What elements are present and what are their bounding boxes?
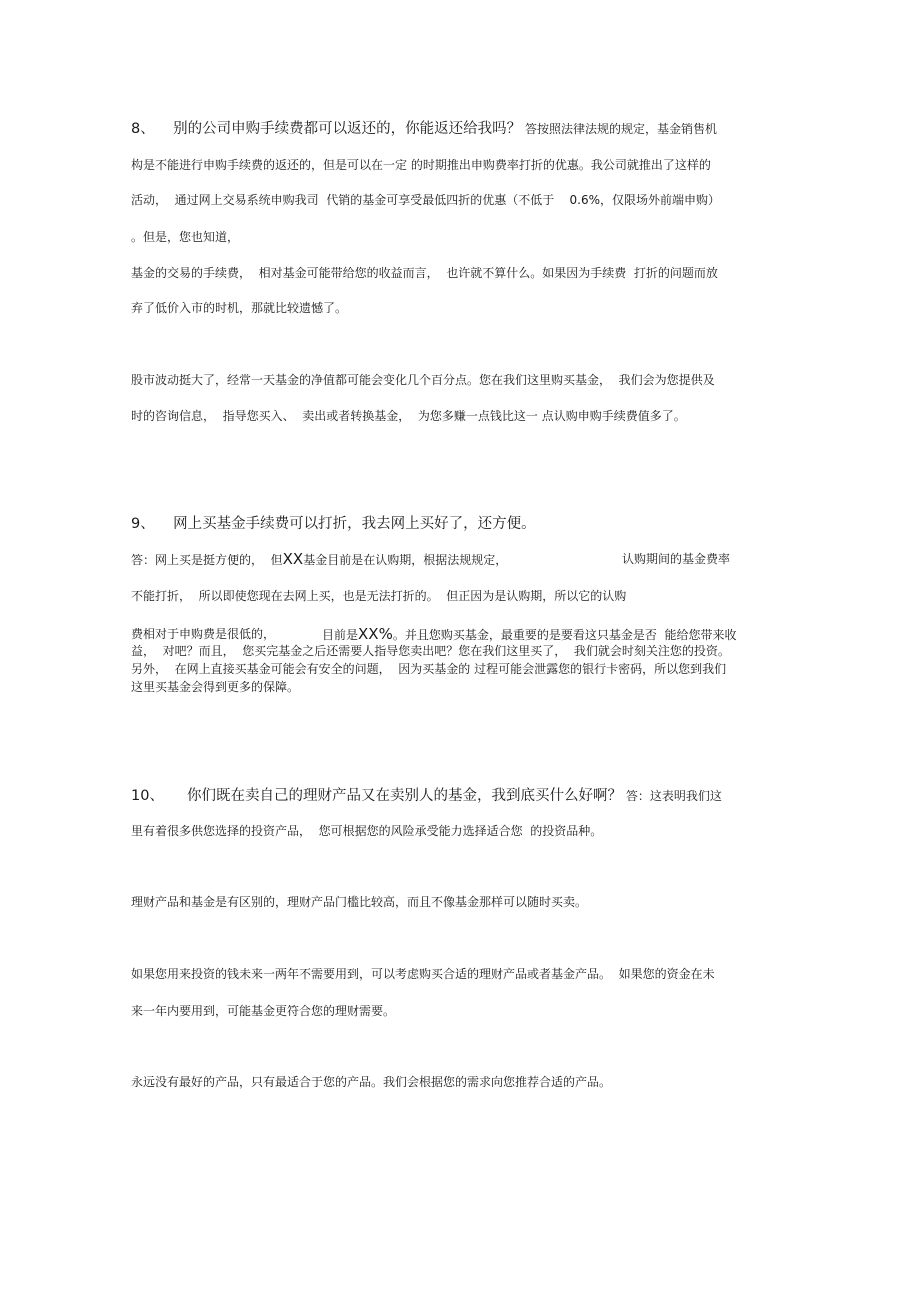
q9-line-2: 不能打折， 所以即使您现在去网上买，也是无法打折的。 但正因为是认购期，所以它的认购 bbox=[131, 589, 627, 603]
q10-line-6: 永远没有最好的产品，只有最适合于您的产品。我们会根据您的需求向您推荐合适的产品。 bbox=[131, 1075, 612, 1089]
q10-line-5: 来一年内要用到，可能基金更符合您的理财需要。 bbox=[131, 1004, 396, 1018]
q9-l3c: XX% bbox=[358, 625, 393, 643]
q9-question: 9、 网上买基金手续费可以打折，我去网上买好了，还方便。 bbox=[131, 516, 536, 532]
q9-line-3-end bbox=[322, 626, 736, 643]
q9-l3d: 。并且您购买基金，最重要的是要看这只基金是否 能给您带来收 bbox=[392, 628, 737, 642]
q9-line-3 bbox=[131, 626, 275, 642]
q9-line-5: 另外， 在网上直接买基金可能会有安全的问题， 因为买基金的 过程可能会泄露您的银行卡密码，所以您到我们 bbox=[131, 662, 727, 676]
q8-line-4: 。但是，您也知道， bbox=[131, 230, 240, 244]
q10-line-3: 理财产品和基金是有区别的，理财产品门槛比较高，而且不像基金那样可以随时买卖。 bbox=[131, 895, 588, 909]
q9-l1c: 基金目前是在认购期，根据法规规定， bbox=[303, 553, 508, 567]
q9-l3b: 目前是 bbox=[322, 628, 359, 642]
q10-line-2: 里有着很多供您选择的投资产品， 您可根据您的风险承受能力选择适合您 的投资品种。 bbox=[131, 824, 603, 838]
q8-line-7: 股市波动挺大了，经常一天基金的净值都可能会变化几个百分点。您在我们这里购买基金， 我们会为您提供及 bbox=[131, 373, 715, 387]
q8-line-1 bbox=[131, 119, 717, 139]
q8-line-2: 构是不能进行申购手续费的返还的，但是可以在一定 的时期推出申购费率打折的优惠。我公司就推出了这样的 bbox=[131, 158, 711, 172]
q8-line-5: 基金的交易的手续费， 相对基金可能带给您的收益而言， 也许就不算什么。如果因为手续费 打折的问题而放 bbox=[131, 266, 718, 280]
q9-line-4: 益， 对吧？而且， 您买完基金之后还需要人指导您卖出吧？您在我们这里买了， 我们就会时刻关注您的投资。 bbox=[131, 644, 730, 658]
q10-line-4: 如果您用来投资的钱未来一两年不需要用到，可以考虑购买合适的理财产品或者基金产品。 如果您的资金在未 bbox=[131, 967, 715, 981]
q9-line-1 bbox=[131, 551, 507, 568]
q9-l1a: 答：网上买是挺方便的， 但 bbox=[131, 553, 283, 567]
q9-line-6: 这里买基金会得到更多的保障。 bbox=[131, 680, 300, 694]
q10-answer-start: 答：这表明我们这 bbox=[622, 789, 722, 803]
q8-line-6: 弃了低价入市的时机，那就比较遗憾了。 bbox=[131, 301, 348, 315]
q10-question: 10、 你们既在卖自己的理财产品又在卖别人的基金，我到底买什么好啊？ bbox=[131, 788, 622, 804]
q8-answer-start: 答按照法律法规的规定，基金销售机 bbox=[521, 122, 717, 136]
q9-l3a: 费相对于申购费是很低的， bbox=[131, 627, 276, 641]
q8-line-3: 活动， 通过网上交易系统申购我司 代销的基金可享受最低四折的优惠（不低于 0.6%，仅限场外前端申购） bbox=[131, 193, 721, 207]
q8-line-8: 时的咨询信息， 指导您买入、 卖出或者转换基金， 为您多赚一点钱比这一 点认购申购手续费值多了。 bbox=[131, 409, 686, 423]
q10-line-1 bbox=[131, 786, 722, 806]
q9-l1b: XX bbox=[282, 550, 304, 568]
q9-line-1-end: 认购期间的基金费率 bbox=[622, 552, 731, 566]
q8-question: 8、 别的公司申购手续费都可以返还的，你能返还给我吗？ bbox=[131, 121, 522, 137]
